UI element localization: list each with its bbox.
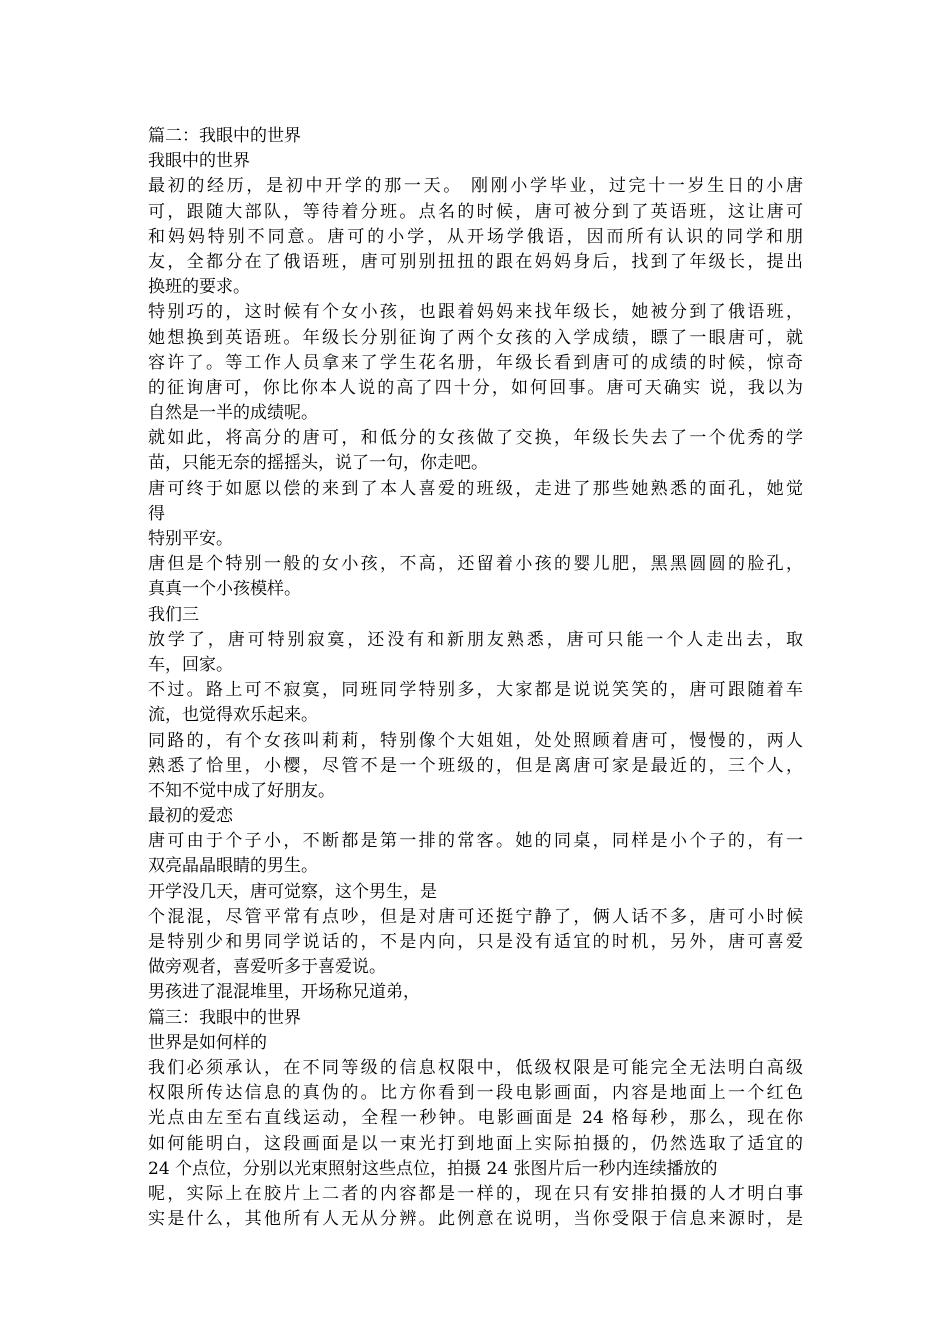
- text-line: 和妈妈特别不同意。唐可的小学，从开场学俄语，因而所有认识的同学和朋: [148, 226, 803, 247]
- text-line: 双亮晶晶眼睛的男生。: [148, 856, 318, 877]
- text-line: 男孩进了混混堆里，开场称兄道弟，: [148, 982, 420, 1003]
- text-line: 熟悉了恰里，小樱，尽管不是一个班级的，但是离唐可家是最近的，三个人，: [148, 755, 803, 776]
- text-line: 特别巧的，这时候有个女小孩，也跟着妈妈来找年级长，她被分到了俄语班，: [148, 302, 803, 323]
- text-line: 唐可终于如愿以偿的来到了本人喜爱的班级，走进了那些她熟悉的面孔，她觉: [148, 478, 803, 499]
- text-line: 如何能明白，这段画面是以一束光打到地面上实际拍摄的，仍然选取了适宜的: [148, 1133, 803, 1154]
- text-line: 就如此，将高分的唐可，和低分的女孩做了交换，年级长失去了一个优秀的学: [148, 428, 803, 449]
- text-line: 是特别少和男同学说话的，不是内向，只是没有适宜的时机，另外，唐可喜爱: [148, 932, 803, 952]
- text-line: 权限所传达信息的真伪的。比方你看到一段电影画面，内容是地面上一个红色: [148, 1083, 803, 1104]
- text-line: 放学了，唐可特别寂寞，还没有和新朋友熟悉，唐可只能一个人走出去，取: [148, 629, 803, 650]
- text-line: 她想换到英语班。年级长分别征询了两个女孩的入学成绩，瞟了一眼唐可，就: [148, 327, 803, 348]
- text-line: 最初的爱恋: [148, 806, 233, 827]
- text-line: 同路的，有个女孩叫莉莉，特别像个大姐姐，处处照顾着唐可，慢慢的，两人: [148, 730, 803, 751]
- text-line: 个混混，尽管平常有点吵，但是对唐可还挺宁静了，俩人话不多，唐可小时候: [148, 906, 803, 927]
- text-line: 最初的经历，是初中开学的那一天。 刚刚小学毕业，过完十一岁生日的小唐: [148, 176, 803, 197]
- text-line: 24 个点位，分别以光束照射这些点位，拍摄 24 张图片后一秒内连续播放的: [148, 1158, 718, 1179]
- text-line: 特别平安。: [148, 529, 233, 549]
- text-line: 真真一个小孩模样。: [148, 579, 301, 600]
- text-line: 不过。路上可不寂寞，同班同学特别多，大家都是说说笑笑的，唐可跟随着车: [148, 680, 803, 701]
- text-line: 容许了。等工作人员拿来了学生花名册，年级长看到唐可的成绩的时候，惊奇: [148, 352, 803, 373]
- text-line: 我们必须承认，在不同等级的信息权限中，低级权限是可能完全无法明白高级: [148, 1057, 803, 1078]
- text-line: 唐但是个特别一般的女小孩，不高，还留着小孩的婴儿肥，黑黑圆圆的脸孔，: [148, 554, 803, 575]
- text-line: 呢，实际上在胶片上二者的内容都是一样的，现在只有安排拍摄的人才明白事: [148, 1183, 803, 1204]
- text-line: 我们三: [148, 604, 199, 625]
- text-line: 篇三：我眼中的世界: [148, 1007, 301, 1028]
- text-line: 世界是如何样的: [148, 1032, 267, 1053]
- text-line: 的征询唐可，你比你本人说的高了四十分，如何回事。唐可天确实 说，我以为: [148, 377, 803, 398]
- text-line: 实是什么，其他所有人无从分辨。此例意在说明，当你受限于信息来源时，是: [148, 1209, 803, 1230]
- text-line: 唐可由于个子小，不断都是第一排的常客。她的同桌，同样是小个子的，有一: [148, 831, 803, 852]
- text-line: 光点由左至右直线运动，全程一秒钟。电影画面是 24 格每秒，那么，现在你: [148, 1108, 803, 1129]
- text-line: 可，跟随大部队，等待着分班。点名的时候，唐可被分到了英语班，这让唐可: [148, 201, 803, 222]
- text-line: 我眼中的世界: [148, 151, 250, 172]
- text-line: 开学没几天，唐可觉察，这个男生，是: [148, 881, 437, 902]
- text-line: 流，也觉得欢乐起来。: [148, 705, 318, 726]
- text-line: 得: [148, 503, 165, 524]
- document-page: [148, 124, 803, 1232]
- text-line: 友，全都分在了俄语班，唐可别别扭扭的跟在妈妈身后，找到了年级长，提出: [148, 251, 803, 272]
- text-line: 苗，只能无奈的摇摇头，说了一句，你走吧。: [148, 453, 488, 474]
- text-line: 篇二：我眼中的世界: [148, 126, 301, 146]
- text-line: 做旁观者，喜爱听多于喜爱说。: [148, 957, 386, 978]
- text-line: 自然是一半的成绩呢。: [148, 403, 318, 424]
- text-line: 换班的要求。: [148, 277, 250, 298]
- text-line: 车，回家。: [148, 654, 233, 675]
- text-line: 不知不觉中成了好朋友。: [148, 780, 335, 801]
